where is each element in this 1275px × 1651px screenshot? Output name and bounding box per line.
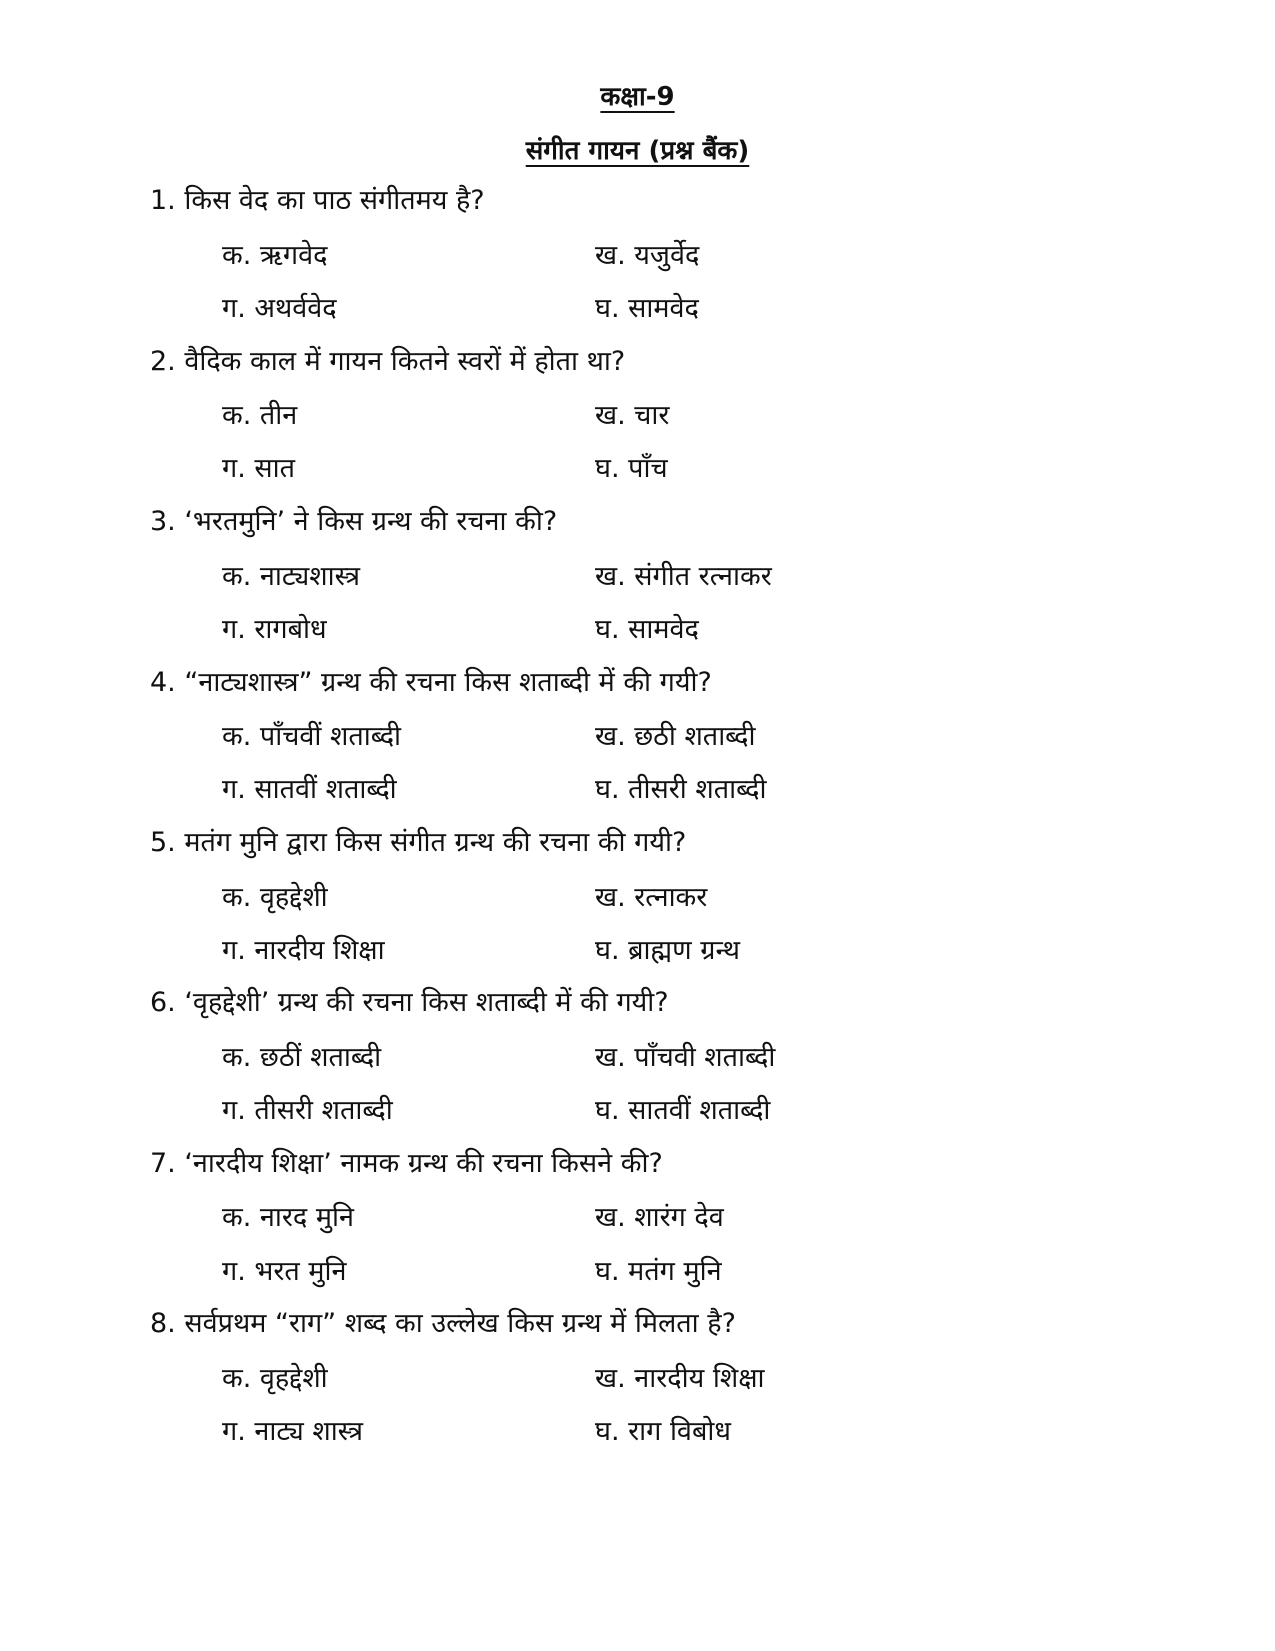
- question-7: 7. ‘नारदीय शिक्षा’ नामक ग्रन्थ की रचना किसने की?: [150, 1148, 663, 1179]
- page-title-text: संगीत गायन (प्रश्न बैंक): [525, 136, 750, 166]
- q8-option-ka: क. वृहद्देशी: [222, 1363, 328, 1394]
- q8-option-ga: ग. नाट्य शास्त्र: [222, 1416, 364, 1447]
- q7-option-ka: क. नारद मुनि: [222, 1202, 354, 1233]
- question-2: 2. वैदिक काल में गायन कितने स्वरों में होता था?: [150, 346, 626, 377]
- q5-option-ga: ग. नारदीय शिक्षा: [222, 935, 385, 966]
- q1-option-ka: क. ऋगवेद: [222, 240, 328, 271]
- q3-option-kha: ख. संगीत रत्नाकर: [595, 561, 772, 592]
- q6-option-kha: ख. पाँचवी शताब्दी: [595, 1042, 776, 1073]
- q6-option-ga: ग. तीसरी शताब्दी: [222, 1095, 393, 1126]
- q7-option-kha: ख. शारंग देव: [595, 1202, 724, 1233]
- q8-option-gha: घ. राग विबोध: [595, 1416, 731, 1447]
- q2-option-kha: ख. चार: [595, 400, 670, 431]
- q3-option-ka: क. नाट्यशास्त्र: [222, 561, 361, 592]
- q2-option-ga: ग. सात: [222, 453, 296, 484]
- q8-option-kha: ख. नारदीय शिक्षा: [595, 1363, 765, 1394]
- page-title: [0, 134, 1275, 168]
- q6-option-ka: क. छठीं शताब्दी: [222, 1042, 382, 1073]
- q5-option-gha: घ. ब्राह्मण ग्रन्थ: [595, 935, 740, 966]
- q4-option-kha: ख. छठी शताब्दी: [595, 721, 756, 752]
- q3-option-ga: ग. रागबोध: [222, 614, 327, 645]
- class-label-text: कक्षा-9: [600, 82, 675, 112]
- q7-option-gha: घ. मतंग मुनि: [595, 1256, 722, 1287]
- question-3: 3. ‘भरतमुनि’ ने किस ग्रन्थ की रचना की?: [150, 506, 558, 537]
- q2-option-gha: घ. पाँच: [595, 453, 668, 484]
- q5-option-ka: क. वृहद्देशी: [222, 882, 328, 913]
- class-label: [0, 80, 1275, 114]
- question-1: 1. किस वेद का पाठ संगीतमय है?: [150, 185, 485, 216]
- question-5: 5. मतंग मुनि द्वारा किस संगीत ग्रन्थ की रचना की गयी?: [150, 827, 687, 858]
- q6-option-gha: घ. सातवीं शताब्दी: [595, 1095, 771, 1126]
- question-6: 6. ‘वृहद्देशी’ ग्रन्थ की रचना किस शताब्दी में की गयी?: [150, 987, 669, 1018]
- q5-option-kha: ख. रत्नाकर: [595, 882, 708, 913]
- q3-option-gha: घ. सामवेद: [595, 614, 699, 645]
- q1-option-ga: ग. अथर्ववेद: [222, 293, 337, 324]
- question-8: 8. सर्वप्रथम “राग” शब्द का उल्लेख किस ग्रन्थ में मिलता है?: [150, 1308, 736, 1339]
- q4-option-gha: घ. तीसरी शताब्दी: [595, 774, 767, 805]
- q2-option-ka: क. तीन: [222, 400, 298, 431]
- q7-option-ga: ग. भरत मुनि: [222, 1256, 347, 1287]
- question-4: 4. “नाट्यशास्त्र” ग्रन्थ की रचना किस शताब्दी में की गयी?: [150, 667, 712, 698]
- q4-option-ka: क. पाँचवीं शताब्दी: [222, 721, 402, 752]
- q1-option-gha: घ. सामवेद: [595, 293, 699, 324]
- q4-option-ga: ग. सातवीं शताब्दी: [222, 774, 397, 805]
- q1-option-kha: ख. यजुर्वेद: [595, 240, 700, 271]
